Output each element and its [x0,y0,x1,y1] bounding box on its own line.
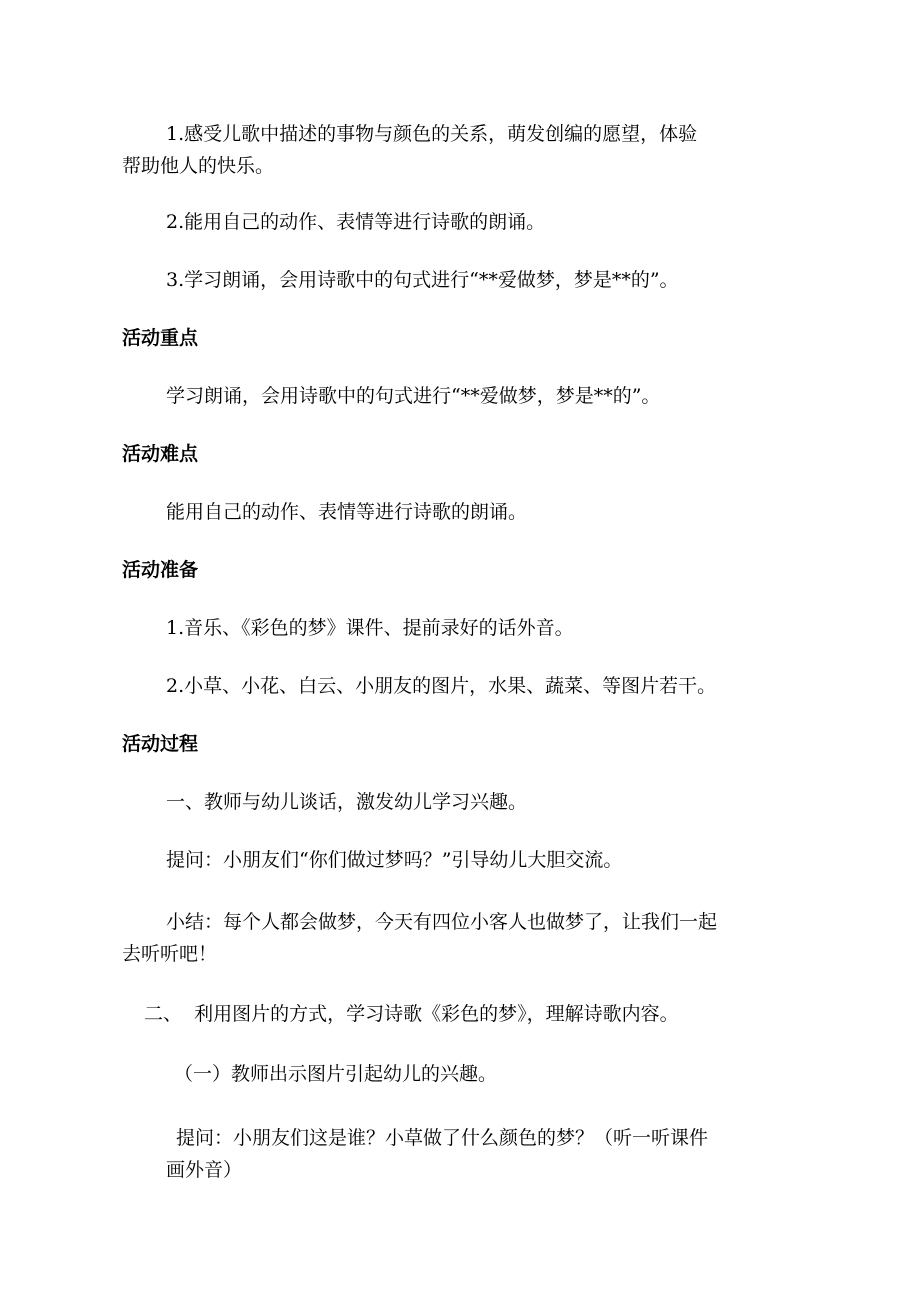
preparation-item-2: 2.小草、小花、白云、小朋友的图片，水果、蔬菜、等图片若干。 [166,675,717,697]
process-question-1: 提问：小朋友们“你们做过梦吗？”引导幼儿大胆交流。 [166,849,623,871]
process-summary-line-1: 小结：每个人都会做梦，今天有四位小客人也做梦了，让我们一起 [166,911,718,933]
objective-1-line-1: 1.感受儿歌中描述的事物与颜色的关系，萌发创编的愿望，体验 [166,123,698,145]
process-question-2-line-1: 提问：小朋友们这是谁？小草做了什么颜色的梦？（听一听课件 [176,1127,709,1149]
heading-key-point: 活动重点 [122,327,199,349]
heading-process: 活动过程 [122,733,199,755]
objective-2: 2.能用自己的动作、表情等进行诗歌的朗诵。 [166,211,546,233]
preparation-item-1: 1.音乐、《彩色的梦》课件、提前录好的话外音。 [166,617,574,639]
process-summary-line-2: 去听听吧！ [122,943,218,965]
objective-3: 3.学习朗诵，会用诗歌中的句式进行“**爱做梦，梦是**的”。 [166,269,679,291]
difficulty-text: 能用自己的动作、表情等进行诗歌的朗诵。 [166,501,528,523]
process-sub-step-1: （一）教师出示图片引起幼儿的兴趣。 [174,1063,498,1085]
process-step-2: 二、 利用图片的方式，学习诗歌《彩色的梦》，理解诗歌内容。 [144,1003,679,1025]
key-point-text: 学习朗诵，会用诗歌中的句式进行“**爱做梦，梦是**的”。 [166,385,661,407]
process-step-1: 一、教师与幼儿谈话，激发幼儿学习兴趣。 [166,791,528,813]
heading-preparation: 活动准备 [122,559,199,581]
heading-difficulty: 活动难点 [122,443,199,465]
process-question-2-line-2: 画外音） [166,1159,243,1181]
objective-1-line-2: 帮助他人的快乐。 [122,155,275,177]
